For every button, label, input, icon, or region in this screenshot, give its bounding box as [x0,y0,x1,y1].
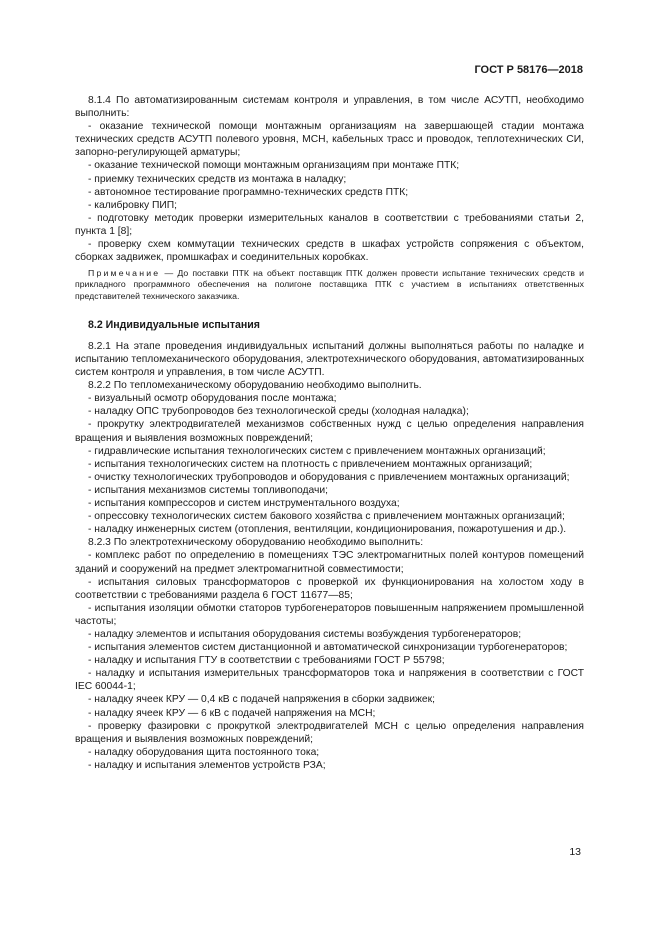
list-item: - визуальный осмотр оборудования после монтажа; [88,393,337,405]
list-item: - оказание технической помощи монтажным организациям на завершающей стадии монтажа технических средств АСУТП полевого уровня, МСН, кабельных трасс и проводок, теплотехнических СИ, запорно-регулирующей арматуры; [75,121,584,159]
list-item: - наладку и испытания элементов устройств РЗА; [88,759,326,771]
list-item: - испытания механизмов системы топливоподачи; [88,484,329,496]
list-item: - оказание технической помощи монтажным организациям при монтаже ПТК; [88,160,460,172]
list-item: - гидравлические испытания технологических систем с привлечением монтажных организаций; [88,445,546,457]
note-label: Примечание [88,268,161,279]
list-item: - испытания элементов систем дистанционной и автоматической синхронизации турбогенераторов; [88,642,568,654]
list-item: - испытания технологических систем на плотность с привлечением монтажных организаций; [88,458,533,470]
list-item: - наладку и испытания ГТУ в соответствии с требованиями ГОСТ Р 55798; [88,655,445,667]
document-standard-id: ГОСТ Р 58176—2018 [474,64,583,76]
list-item: - проверку фазировки с прокруткой электродвигателей МСН с целью определения направления вращения и выявления возможных повреждений; [75,720,584,745]
note-text: — До поставки ПТК на объект поставщик ПТК должен провести испытание технических средств и прикладного программного обеспечения на полигоне поставщика ПТК с участием в испытаниях ответственных представителей технического заказчика. [75,268,584,301]
list-item: - калибровку ПИП; [88,199,178,211]
list-item: - приемку технических средств из монтажа в наладку; [88,173,347,185]
list-item: - наладку ячеек КРУ — 0,4 кВ с подачей напряжения в сборки задвижек; [88,694,436,706]
note [75,268,584,302]
list-item: - наладку и испытания измерительных трансформаторов тока и напряжения в соответствии с ГОСТ IEC 60044-1; [75,668,584,693]
list-item: - наладку элементов и испытания оборудования системы возбуждения турбогенераторов; [88,628,522,640]
list-item: - автономное тестирование программно-технических средств ПТК; [88,186,409,198]
list-item: - испытания компрессоров и систем инструментального воздуха; [88,498,400,510]
list-item: - проверку схем коммутации технических средств в шкафах устройств сопряжения с объектом, сборках задвижек, промшкафах и соединительных коробках. [75,239,584,264]
paragraph-8-2-3-intro: 8.2.3 По электротехническому оборудованию необходимо выполнить: [88,537,424,549]
list-item: - подготовку методик проверки измерительных каналов в соответствии с требованиями статьи 2, пункта 1 [8]; [75,212,584,237]
list-item: - очистку технологических трубопроводов и оборудования с привлечением монтажных организаций; [88,471,570,483]
list-item: - прокрутку электродвигателей механизмов собственных нужд с целью определения направления вращения и выявления возможных повреждений; [75,419,584,444]
list-item: - испытания силовых трансформаторов с проверкой их функционирования на холостом ходу в соответствии с требованиями раздела 6 ГОСТ 11677—85; [75,576,584,601]
paragraph-8-1-4-intro: 8.1.4 По автоматизированным системам контроля и управления, в том числе АСУТП, необходимо выполнить: [75,95,584,120]
list-item: - наладку ячеек КРУ — 6 кВ с подачей напряжения на МСН; [88,707,376,719]
list-item: - опрессовку технологических систем бакового хозяйства с привлечением монтажных организаций; [88,511,565,523]
list-item: - наладку ОПС трубопроводов без технологической среды (холодная наладка); [88,406,469,418]
document-body [75,94,584,772]
section-heading-8-2: 8.2 Индивидуальные испытания [88,318,260,331]
list-item: - комплекс работ по определению в помещениях ТЭС электромагнитных полей контуров помещений зданий и сооружений на предмет электромагнитной совместимости; [75,550,584,575]
list-item: - испытания изоляции обмотки статоров турбогенераторов повышенным напряжением промышленной частоты; [75,602,584,627]
list-item: - наладку инженерных систем (отопления, вентиляции, кондиционирования, пожаротушения и др.). [88,524,567,536]
paragraph-8-2-2-intro: 8.2.2 По тепломеханическому оборудованию необходимо выполнить. [88,380,422,392]
page-number: 13 [569,846,581,858]
paragraph-8-2-1: 8.2.1 На этапе проведения индивидуальных испытаний должны выполняться работы по наладке и испытанию тепломеханического оборудования, электротехнического оборудования, автоматизированных систем контроля и управления, в том числе АСУТП. [75,340,584,379]
list-item: - наладку оборудования щита постоянного тока; [88,746,320,758]
